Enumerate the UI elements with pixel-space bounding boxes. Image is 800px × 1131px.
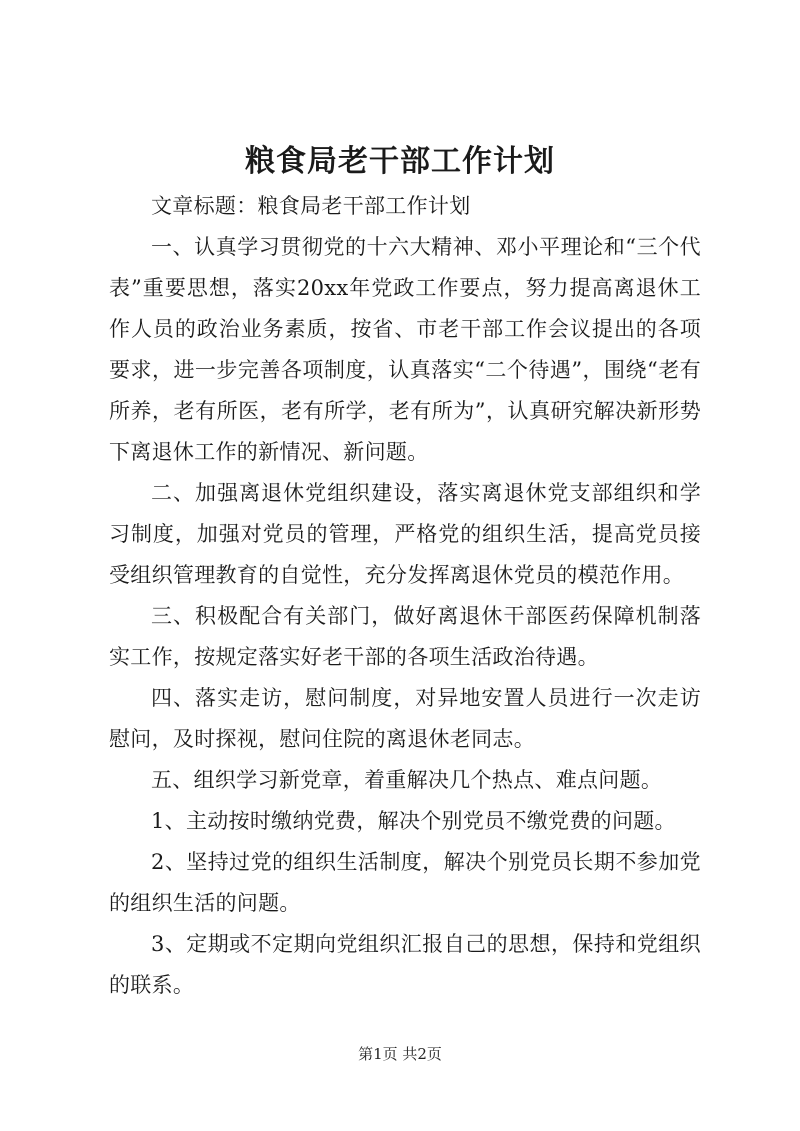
paragraph-article-title: 文章标题：粮食局老干部工作计划 <box>151 194 471 218</box>
paragraph-item-2: 二、加强离退休党组织建设，落实离退休党支部组织和学习制度，加强对党员的管理，严格党的组织生活，提高党员接受组织管理教育的自觉性，充分发挥离退休党员的模范作用。 <box>109 481 701 587</box>
document-body <box>109 186 701 1006</box>
page-number-footer: 第1页 共2页 <box>358 1045 442 1063</box>
sub-item-3: 3、定期或不定期向党组织汇报自己的思想，保持和党组织的联系。 <box>109 932 701 997</box>
sub-item-1: 1、主动按时缴纳党费，解决个别党员不缴党费的问题。 <box>151 809 676 833</box>
paragraph-item-5: 五、组织学习新党章，着重解决几个热点、难点问题。 <box>151 768 663 792</box>
sub-item-2: 2、坚持过党的组织生活制度，解决个别党员长期不参加党的组织生活的问题。 <box>109 850 701 915</box>
paragraph-item-3: 三、积极配合有关部门，做好离退休干部医药保障机制落实工作，按规定落实好老干部的各项生活政治待遇。 <box>109 604 701 669</box>
paragraph-item-1: 一、认真学习贯彻党的十六大精神、邓小平理论和“三个代表”重要思想，落实20xx年党政工作要点，努力提高离退休工作人员的政治业务素质，按省、市老干部工作会议提出的各项要求，进一步完善各项制度，认真落实“二个待遇”，围绕“老有所养，老有所医，老有所学，老有所为”，认真研究解决新形势下离退休工作的新情况、新问题。 <box>109 235 701 464</box>
paragraph-item-4: 四、落实走访，慰问制度，对异地安置人员进行一次走访慰问，及时探视，慰问住院的离退休老同志。 <box>109 686 701 751</box>
page-title: 粮食局老干部工作计划 <box>245 144 555 179</box>
